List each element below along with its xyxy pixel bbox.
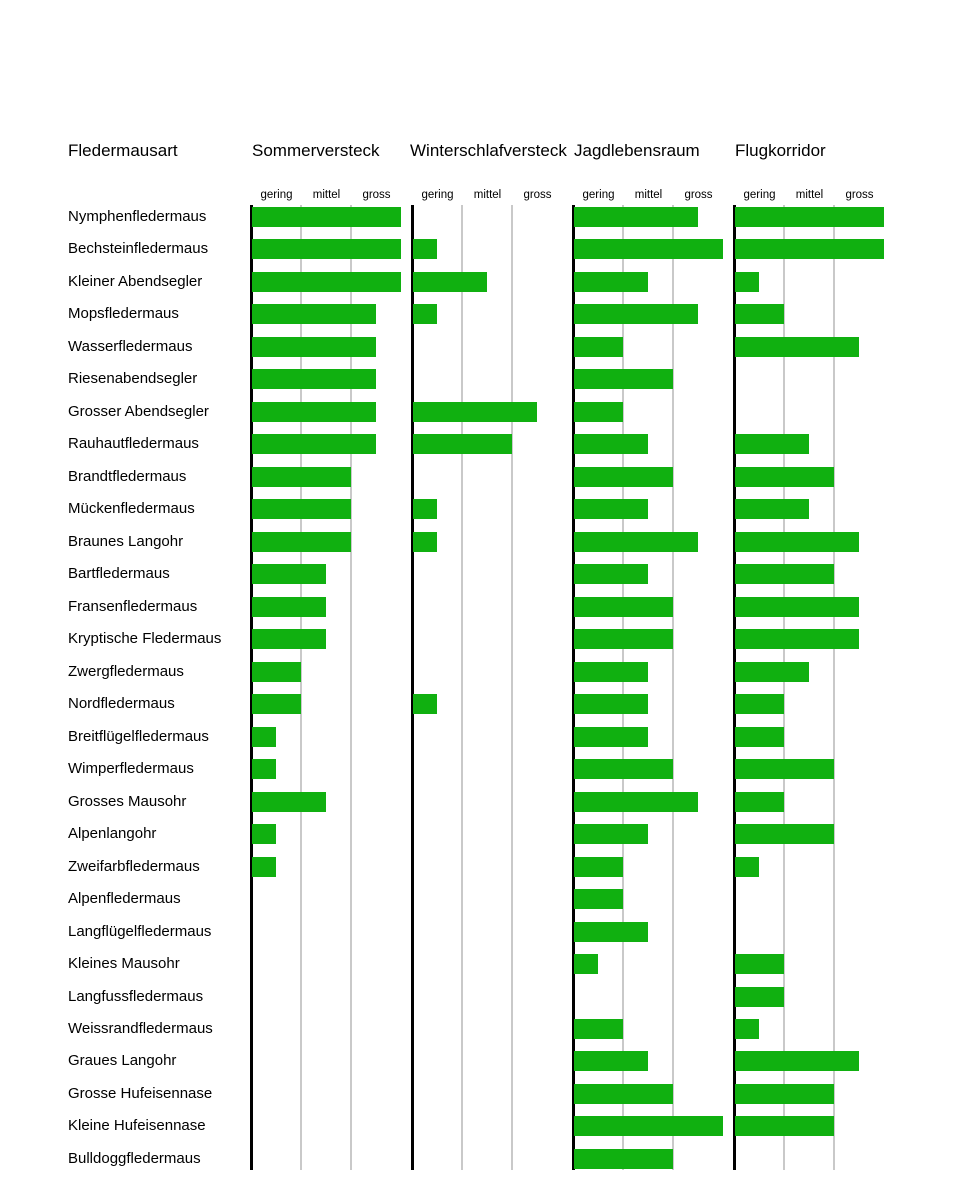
species-label: Mopsfledermaus xyxy=(68,305,179,323)
species-label: Grosser Abendsegler xyxy=(68,402,209,420)
rating-bar xyxy=(735,954,784,974)
rating-bar xyxy=(574,597,673,617)
rating-bar xyxy=(735,272,759,292)
rating-bar xyxy=(735,759,834,779)
species-label: Kryptische Fledermaus xyxy=(68,630,222,648)
rating-bar xyxy=(252,597,326,617)
rating-bar xyxy=(574,1149,673,1169)
species-label: Grosses Mausohr xyxy=(68,792,187,810)
rating-bar xyxy=(574,369,673,389)
rating-bar xyxy=(574,954,598,974)
rating-bar xyxy=(735,1051,859,1071)
rating-bar xyxy=(252,467,351,487)
rating-bar xyxy=(574,207,698,227)
rating-bar xyxy=(574,272,648,292)
rating-bar xyxy=(413,434,512,454)
rating-bar xyxy=(413,694,437,714)
rating-bar xyxy=(252,662,301,682)
species-label: Breitflügelfledermaus xyxy=(68,727,209,745)
rating-bar xyxy=(252,434,376,454)
rating-bar xyxy=(252,239,401,259)
rating-bar xyxy=(252,759,276,779)
rating-bar xyxy=(735,987,784,1007)
rating-bar xyxy=(252,304,376,324)
rating-bar xyxy=(574,1084,673,1104)
rating-bar xyxy=(574,434,648,454)
tick-label-gering: gering xyxy=(582,189,615,201)
rating-bar xyxy=(735,304,784,324)
tick-label-mittel: mittel xyxy=(634,189,663,201)
rating-bar xyxy=(735,824,834,844)
rating-bar xyxy=(413,499,437,519)
rating-bar xyxy=(252,207,401,227)
rating-bar xyxy=(735,564,834,584)
rating-bar xyxy=(252,792,326,812)
rating-bar xyxy=(735,857,759,877)
rating-bar xyxy=(574,824,648,844)
species-label: Alpenfledermaus xyxy=(68,890,181,908)
species-label: Riesenabendsegler xyxy=(68,370,198,388)
rating-bar xyxy=(252,564,326,584)
rating-bar xyxy=(735,239,884,259)
panel-gridline xyxy=(461,205,463,1170)
rating-bar xyxy=(574,564,648,584)
species-label: Bartfledermaus xyxy=(68,565,170,583)
rating-bar xyxy=(252,337,376,357)
rating-bar xyxy=(574,694,648,714)
rating-bar xyxy=(413,239,437,259)
rating-bar xyxy=(735,499,809,519)
rating-bar xyxy=(574,239,723,259)
rating-bar xyxy=(252,499,351,519)
rating-bar xyxy=(574,889,623,909)
rating-bar xyxy=(574,1116,723,1136)
rating-bar xyxy=(735,694,784,714)
tick-label-gross: gross xyxy=(845,189,874,201)
species-label: Zwergfledermaus xyxy=(68,662,184,680)
panel-axis-line xyxy=(411,205,414,1170)
tick-label-gering: gering xyxy=(743,189,776,201)
rating-bar xyxy=(735,337,859,357)
rating-bar xyxy=(252,532,351,552)
species-label: Fransenfledermaus xyxy=(68,597,198,615)
species-label: Kleines Mausohr xyxy=(68,955,180,973)
rating-bar xyxy=(735,629,859,649)
tick-label-gering: gering xyxy=(260,189,293,201)
rating-bar xyxy=(574,759,673,779)
rating-bar xyxy=(252,694,301,714)
rating-bar xyxy=(735,207,884,227)
rating-bar xyxy=(252,629,326,649)
rating-bar xyxy=(735,1084,834,1104)
rating-bar xyxy=(574,629,673,649)
species-label: Kleiner Abendsegler xyxy=(68,272,203,290)
rating-bar xyxy=(574,337,623,357)
rating-bar xyxy=(574,662,648,682)
rating-bar xyxy=(252,402,376,422)
rating-bar xyxy=(574,304,698,324)
tick-label-gering: gering xyxy=(421,189,454,201)
species-label: Alpenlangohr xyxy=(68,825,157,843)
species-label: Weissrandfledermaus xyxy=(68,1020,213,1037)
rating-bar xyxy=(735,1019,759,1039)
rating-bar xyxy=(252,272,401,292)
rating-bar xyxy=(574,532,698,552)
rating-bar xyxy=(735,467,834,487)
rating-bar xyxy=(735,532,859,552)
rating-bar xyxy=(574,467,673,487)
rating-bar xyxy=(574,857,623,877)
species-label: Kleine Hufeisennase xyxy=(68,1117,206,1135)
rating-bar xyxy=(413,272,487,292)
rating-bar xyxy=(735,597,859,617)
species-label: Mückenfledermaus xyxy=(68,500,195,518)
rating-bar xyxy=(574,727,648,747)
species-label: Graues Langohr xyxy=(68,1052,177,1070)
species-label: Braunes Langohr xyxy=(68,532,184,550)
species-label: Bulldoggfledermaus xyxy=(68,1149,201,1167)
rating-bar xyxy=(252,727,276,747)
panel-gridline xyxy=(672,205,674,1170)
tick-label-mittel: mittel xyxy=(795,189,824,201)
panel-title-flugkorridor: Flugkorridor xyxy=(735,141,826,160)
rating-bar xyxy=(413,402,537,422)
species-label: Wasserfledermaus xyxy=(68,337,193,355)
species-label: Nymphenfledermaus xyxy=(68,208,207,225)
species-label: Grosse Hufeisennase xyxy=(68,1084,213,1102)
rating-bar xyxy=(735,662,809,682)
species-label: Langflügelfledermaus xyxy=(68,922,212,940)
tick-label-mittel: mittel xyxy=(312,189,341,201)
species-label: Wimperfledermaus xyxy=(68,760,194,778)
rating-bar xyxy=(735,434,809,454)
rating-bar xyxy=(574,922,648,942)
rating-bar xyxy=(735,792,784,812)
rating-bar xyxy=(252,857,276,877)
species-label: Bechsteinfledermaus xyxy=(68,240,209,258)
rating-bar xyxy=(574,1051,648,1071)
rating-bar xyxy=(252,824,276,844)
species-column-header: Fledermausart xyxy=(68,141,178,160)
rating-bar xyxy=(735,1116,834,1136)
rating-bar xyxy=(574,792,698,812)
rating-bar xyxy=(574,499,648,519)
species-label: Rauhautfledermaus xyxy=(68,435,199,453)
rating-bar xyxy=(252,369,376,389)
tick-label-gross: gross xyxy=(684,189,713,201)
species-label: Nordfledermaus xyxy=(68,695,175,713)
species-label: Zweifarbfledermaus xyxy=(68,857,200,875)
rating-bar xyxy=(413,532,437,552)
panel-title-sommerversteck: Sommerversteck xyxy=(252,141,380,160)
rating-bar xyxy=(574,402,623,422)
rating-bar xyxy=(574,1019,623,1039)
species-label: Langfussfledermaus xyxy=(68,987,204,1005)
panel-title-winterschlafversteck: Winterschlafversteck xyxy=(410,141,567,160)
panel-title-jagdlebensraum: Jagdlebensraum xyxy=(574,141,700,160)
tick-label-gross: gross xyxy=(523,189,552,201)
rating-bar xyxy=(413,304,437,324)
species-label: Brandtfledermaus xyxy=(68,467,187,485)
rating-bar xyxy=(735,727,784,747)
panel-gridline xyxy=(511,205,513,1170)
tick-label-gross: gross xyxy=(362,189,391,201)
tick-label-mittel: mittel xyxy=(473,189,502,201)
